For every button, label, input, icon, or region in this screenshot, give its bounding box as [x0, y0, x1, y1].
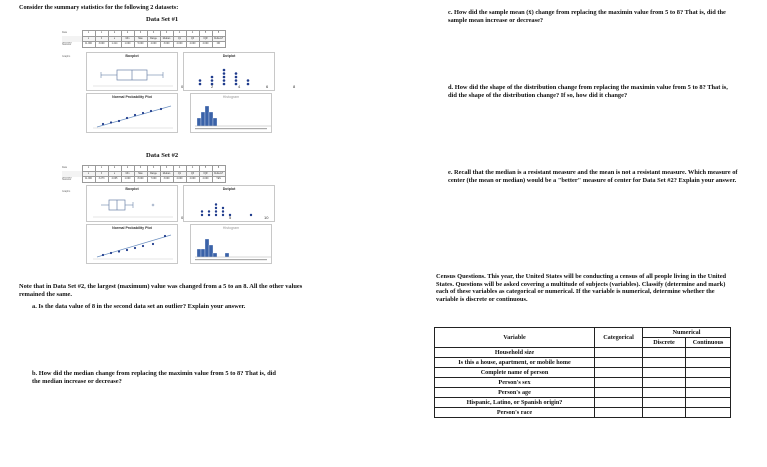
cell-continuous[interactable]	[686, 388, 731, 398]
cell-categorical[interactable]	[595, 378, 643, 388]
set1-boxplot	[86, 52, 178, 91]
stat-values-row: Summary Statistics 11.000 3.000 1.414 1.000 5.000 4.000 3.000 2.000 4.000 2.000 NO	[62, 42, 225, 48]
header-continuous: Continuous	[686, 338, 731, 348]
dot1-tick-8: 8	[293, 84, 296, 89]
histogram2-svg	[191, 225, 273, 265]
question-a: a. Is the data value of 8 in the second data set an outlier? Explain your answer.	[32, 303, 246, 310]
histogram-title: Histogram	[222, 95, 240, 99]
header-variable: Variable	[435, 328, 595, 348]
census-questions: Census Questions. This year, the United States will be conducting a census of all people living in the United States. Questions will be asked covering a multitude of subjects (variables). Classify (determine and mark) each of these variables as categorical or numerical. If the variable is numerical, determine whether the variable is discrete or continuous.	[436, 273, 727, 303]
stat-data-row: Data 1 1 2 2 3 3 3 4 4 5 5	[62, 31, 225, 37]
set1-dotplot	[183, 52, 275, 91]
variable-race: Person's race	[435, 408, 595, 418]
variable-complete-name: Complete name of person	[435, 368, 595, 378]
question-d: d. How did the shape of the distribution change from replacing the maximin value from 5 to 8? That is, did the shape of the distribution change? If so, how did it change?	[448, 84, 728, 99]
histogram-svg	[191, 94, 273, 134]
boxplot2-svg	[87, 186, 179, 223]
set1-label: Data Set #1	[146, 16, 179, 23]
row-label-data: Data	[62, 32, 67, 35]
set1-histogram	[190, 93, 272, 133]
note-text: Note that in Data Set #2, the largest (maximum) value was changed from a 5 to an 8. All the other values remained the same.	[19, 283, 303, 298]
row-label-summary: Summary Statistics	[62, 41, 72, 47]
dot1-tick-2: 2	[211, 84, 214, 89]
cell-continuous[interactable]	[686, 358, 731, 368]
set2-npp: Normal Probability Plot	[86, 224, 178, 264]
set2-stat-table	[62, 165, 226, 183]
boxplot-title: Boxplot	[125, 54, 139, 58]
table-row	[435, 358, 731, 368]
table-row	[435, 348, 731, 358]
variable-age: Person's age	[435, 388, 595, 398]
dotplot-title: Dotplot	[222, 54, 236, 58]
npp2-svg	[87, 225, 179, 265]
npp-svg	[87, 94, 179, 134]
set2-boxplot: Boxplot	[86, 185, 178, 222]
dot1-tick-4: 4	[238, 84, 241, 89]
header-categorical: Categorical	[595, 328, 643, 348]
cell-discrete[interactable]	[643, 388, 686, 398]
cell-continuous[interactable]	[686, 378, 731, 388]
variable-hispanic-origin: Hispanic, Latino, or Spanish origin?	[435, 398, 595, 408]
dot2-tick-10: 10	[264, 215, 269, 220]
cell-categorical[interactable]	[595, 358, 643, 368]
stat-values-row: Summary Statistics 11.000 3.273 2.005 1.000 8.000 7.000 3.000 2.000 4.000 2.000 YES	[62, 177, 225, 183]
table-row	[435, 378, 731, 388]
cell-continuous[interactable]	[686, 368, 731, 378]
cell-categorical[interactable]	[595, 398, 643, 408]
question-e: e. Recall that the median is a resistant measure and the mean is not a resistant measure. Which measure of center (the mean or median) would be a "better" measure of center for Data Set #2? Explain your answer.	[448, 169, 738, 184]
dotplot-svg	[184, 53, 276, 92]
cell-discrete[interactable]	[643, 368, 686, 378]
cell-discrete[interactable]	[643, 408, 686, 418]
variable-household-size: Household size	[435, 348, 595, 358]
stat-header-row: n x̄ s Min Max Range Median Q1 Q3 IQR Outliers?	[62, 171, 225, 177]
cell-categorical[interactable]	[595, 408, 643, 418]
cell-categorical[interactable]	[595, 368, 643, 378]
cell-discrete[interactable]	[643, 378, 686, 388]
header-numerical: Numerical	[643, 328, 731, 338]
cell-categorical[interactable]	[595, 388, 643, 398]
question-b: b. How did the median change from replacing the maximin value from 5 to 8? That is, did the median increase or decrease?	[32, 370, 276, 385]
set1-npp	[86, 93, 178, 133]
cell-continuous[interactable]	[686, 398, 731, 408]
dot1-tick-6: 6	[266, 84, 269, 89]
cell-discrete[interactable]	[643, 398, 686, 408]
npp-title: Normal Probability Plot	[112, 95, 152, 99]
table-row	[435, 398, 731, 408]
dot1-tick-0: 0	[181, 84, 184, 89]
variable-sex: Person's sex	[435, 378, 595, 388]
table-row	[435, 388, 731, 398]
left-page	[0, 0, 383, 467]
header-discrete: Discrete	[643, 338, 686, 348]
variable-dwelling-type: Is this a house, apartment, or mobile home	[435, 358, 595, 368]
stat-data-row: Data 1 1 2 2 3 3 3 4 4 5 8	[62, 166, 225, 172]
set2-dotplot: Dotplot	[183, 185, 275, 222]
question-c: c. How did the sample mean (x̄) change from replacing the maximin value from 5 to 8? That is, did the sample mean increase or decrease?	[448, 9, 726, 24]
set2-histogram: Histogram	[190, 224, 272, 264]
cell-continuous[interactable]	[686, 348, 731, 358]
stat-header-row: n x̄ s Min Max Range Median Q1 Q3 IQR Outliers?	[62, 36, 225, 42]
dot2-tick-0: 0	[181, 215, 184, 220]
cell-categorical[interactable]	[595, 348, 643, 358]
table-row	[435, 368, 731, 378]
census-variable-table	[434, 327, 731, 418]
graphs-label-1: Graphs	[62, 55, 71, 58]
dot2-tick-5: 5	[229, 215, 232, 220]
table-row	[435, 408, 731, 418]
table-header-top	[435, 328, 731, 338]
graphs-label-2: Graphs	[62, 190, 71, 193]
set2-label: Data Set #2	[146, 152, 179, 159]
cell-discrete[interactable]	[643, 348, 686, 358]
cell-continuous[interactable]	[686, 408, 731, 418]
cell-discrete[interactable]	[643, 358, 686, 368]
set1-stat-table	[62, 30, 226, 48]
intro-text: Consider the summary statistics for the following 2 datasets:	[19, 4, 179, 11]
boxplot-svg	[87, 53, 179, 92]
